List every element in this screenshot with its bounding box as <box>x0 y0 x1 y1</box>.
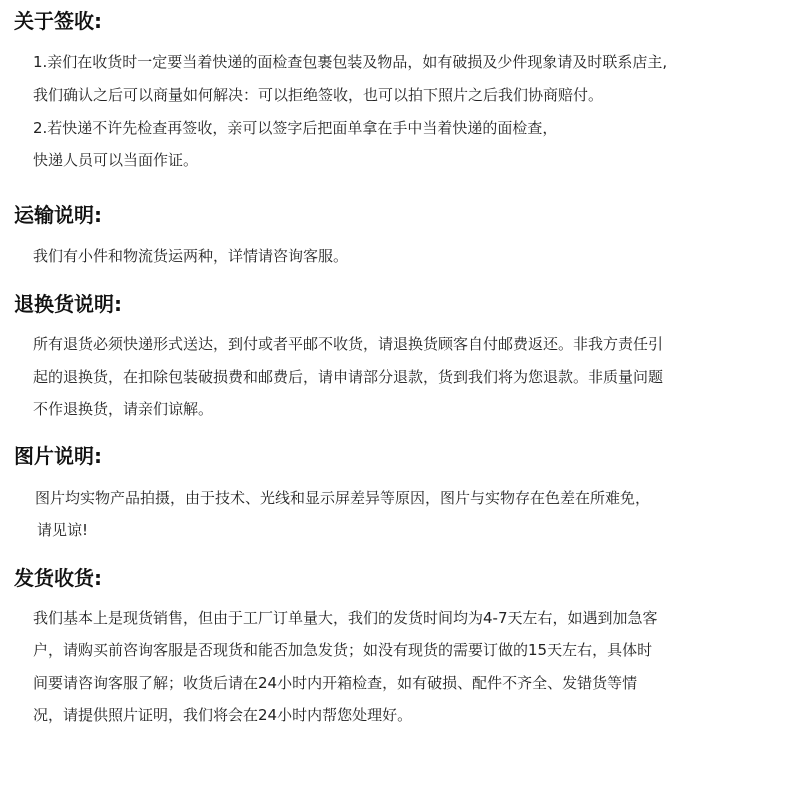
delivery-line-3: 间要请咨询客服了解；收货后请在24小时内开箱检查，如有破损、配件不齐全、发错货等情 <box>33 674 638 692</box>
delivery-line-2: 户，请购买前咨询客服是否现货和能否加急发货；如没有现货的需要订做的15天左右，具体时 <box>33 641 653 659</box>
signing-line-3: 2.若快递不许先检查再签收，亲可以签字后把面单拿在手中当着快递的面检查， <box>33 119 558 137</box>
returns-line-2: 起的退换货，在扣除包装破损费和邮费后，请申请部分退款，货到我们将为您退款。非质量问题 <box>33 368 664 386</box>
signing-line-1: 1.亲们在收货时一定要当着快递的面检查包裹包装及物品，如有破损及少件现象请及时联系店主, <box>33 53 668 71</box>
delivery-line-4: 况，请提供照片证明，我们将会在24小时内帮您处理好。 <box>33 706 413 724</box>
signing-line-2: 我们确认之后可以商量如何解决：可以拒绝签收，也可以拍下照片之后我们协商赔付。 <box>33 86 604 104</box>
shipping-line-1: 我们有小件和物流货运两种，详情请咨询客服。 <box>33 247 349 265</box>
section-title-returns: 退换货说明: <box>14 292 122 316</box>
images-line-1: 图片均实物产品拍摄，由于技术、光线和显示屏差异等原因，图片与实物存在色差在所难免， <box>35 489 651 507</box>
section-title-signing: 关于签收: <box>14 9 102 33</box>
images-line-2: 请见谅! <box>37 521 89 539</box>
signing-line-4: 快递人员可以当面作证。 <box>33 151 199 169</box>
returns-line-3: 不作退换货，请亲们谅解。 <box>33 400 214 418</box>
section-title-images: 图片说明: <box>14 444 102 468</box>
delivery-line-1: 我们基本上是现货销售，但由于工厂订单量大，我们的发货时间均为4-7天左右，如遇到加急客 <box>33 609 658 627</box>
section-title-shipping: 运输说明: <box>14 203 102 227</box>
returns-line-1: 所有退货必须快递形式送达，到付或者平邮不收货，请退换货顾客自付邮费返还。非我方责任引 <box>33 335 664 353</box>
section-title-delivery: 发货收货: <box>14 566 102 590</box>
